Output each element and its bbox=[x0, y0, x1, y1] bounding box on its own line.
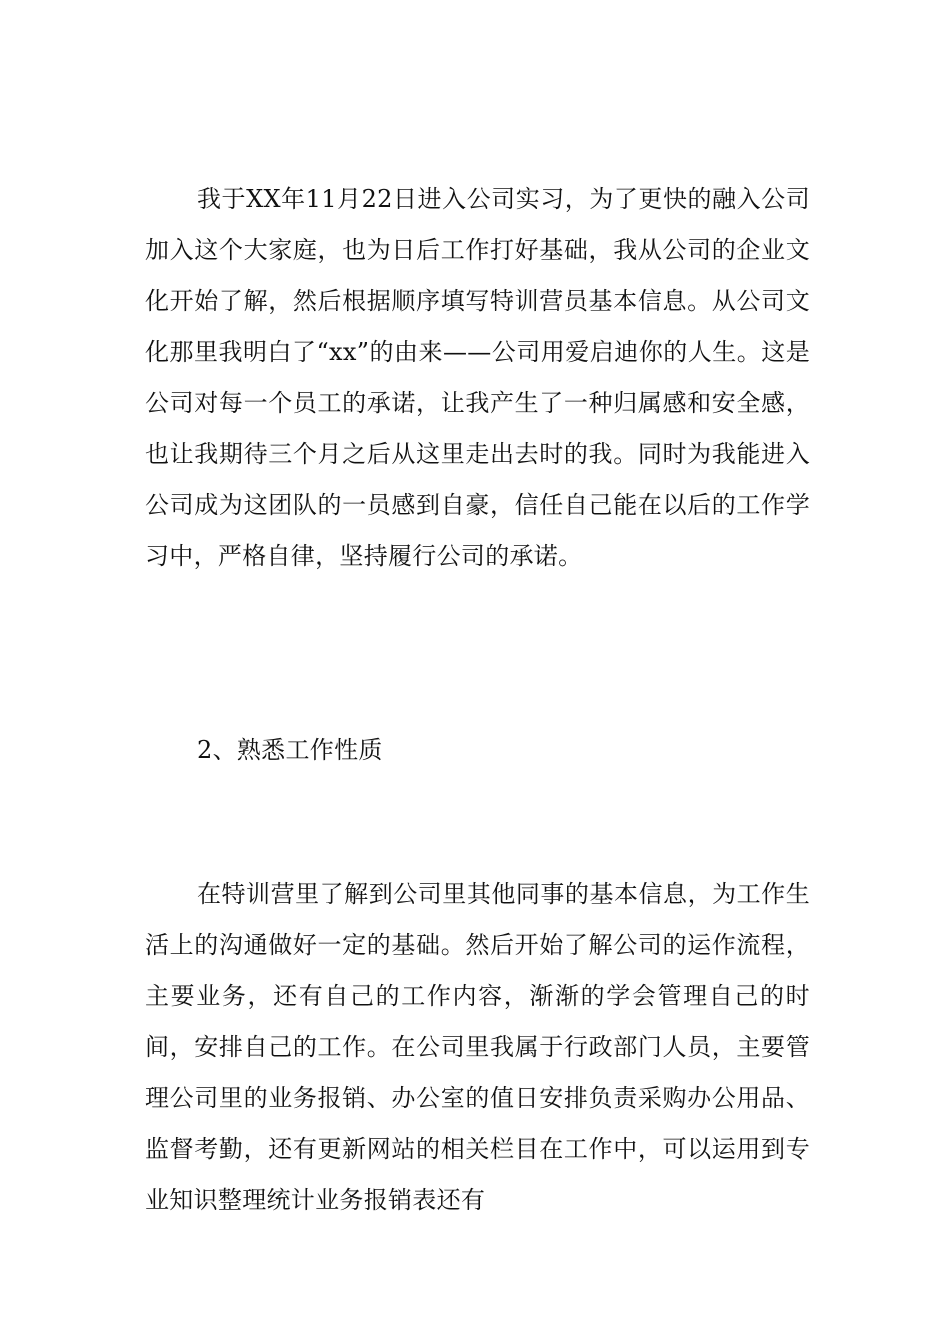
body-paragraph-1: 我于XX年11月22日进入公司实习，为了更快的融入公司加入这个大家庭，也为日后工作打好基础，我从公司的企业文化开始了解，然后根据顺序填写特训营员基本信息。从公司文化那里我明白了“xx”的由来——公司用爱启迪你的人生。这是公司对每一个员工的承诺，让我产生了一种归属感和安全感，也让我期待三个月之后从这里走出去时的我。同时为我能进入公司成为这团队的一员感到自豪，信任自己能在以后的工作学习中，严格自律，坚持履行公司的承诺。 bbox=[145, 185, 810, 570]
body-paragraph-2: 在特训营里了解到公司里其他同事的基本信息，为工作生活上的沟通做好一定的基础。然后开始了解公司的运作流程，主要业务，还有自己的工作内容，渐渐的学会管理自己的时间，安排自己的工作。在公司里我属于行政部门人员，主要管理公司里的业务报销、办公室的值日安排负责采购办公用品、监督考勤，还有更新网站的相关栏目在工作中，可以运用到专业知识整理统计业务报销表还有 bbox=[145, 880, 810, 1214]
section-heading: 2、熟悉工作性质 bbox=[197, 736, 383, 764]
